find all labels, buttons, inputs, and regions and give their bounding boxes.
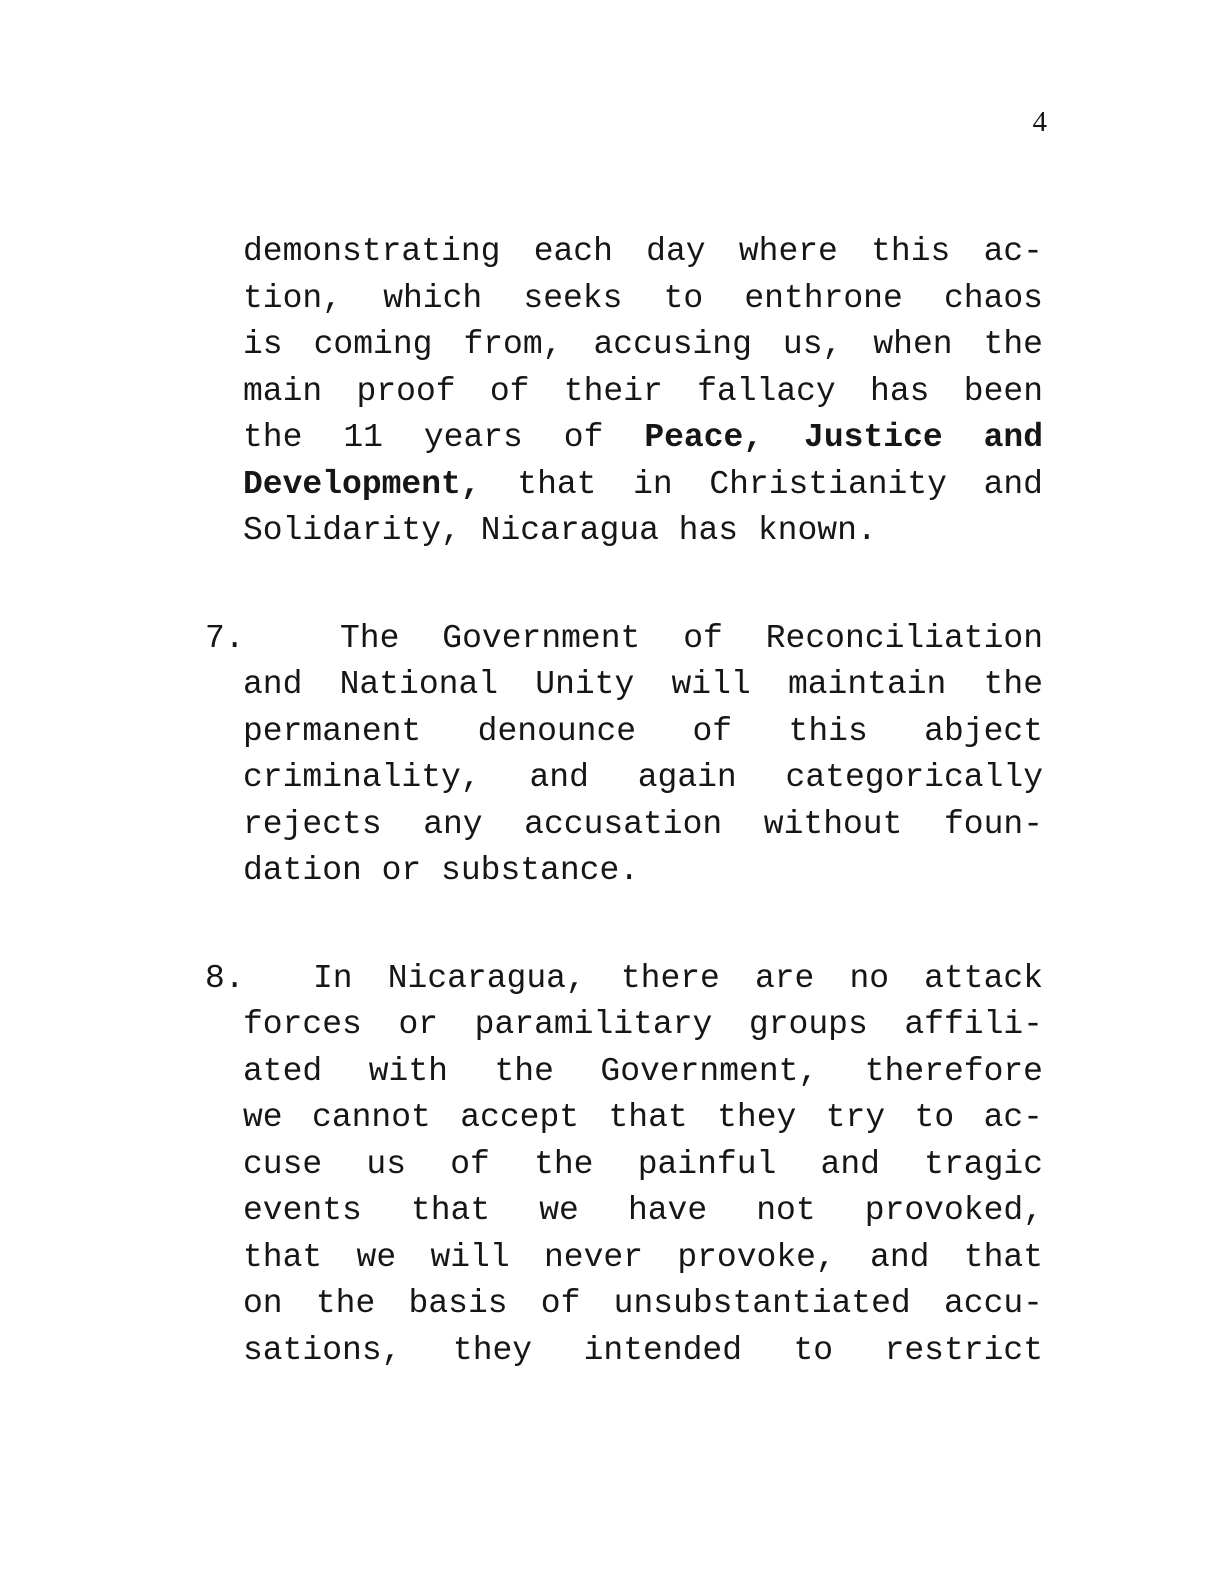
text-segment: we cannot accept that they try to ac-	[243, 1099, 1043, 1136]
text-segment: The Government of Reconciliation	[340, 619, 1043, 657]
text-line	[243, 1281, 1043, 1328]
text-segment: Peace, Justice and	[644, 419, 1043, 456]
text-line	[243, 755, 1043, 802]
text-line	[243, 709, 1043, 756]
text-segment: rejects any accusation without foun-	[243, 805, 1043, 843]
text-line	[243, 1235, 1043, 1282]
text-segment: dation or substance.	[243, 852, 640, 889]
text-segment: that in Christianity and	[480, 465, 1043, 503]
text-segment: Development,	[243, 465, 481, 503]
text-segment: Solidarity, Nicaragua has known.	[243, 512, 877, 549]
text-line	[243, 369, 1043, 416]
paragraph	[205, 956, 1043, 1375]
text-segment: the 11 years of	[243, 419, 645, 456]
text-line	[243, 848, 1043, 895]
text-line	[243, 1095, 1043, 1142]
text-segment: cuse us of the painful and tragic	[243, 1145, 1043, 1183]
text-segment: on the basis of unsubstantiated accu-	[243, 1285, 1043, 1322]
text-line	[205, 956, 1043, 1003]
text-segment: permanent denounce of this abject	[243, 712, 1043, 750]
text-line	[243, 276, 1043, 323]
paragraph-number: 7.	[205, 619, 245, 657]
text-line	[243, 1328, 1043, 1375]
text-segment: events that we have not provoked,	[243, 1192, 1043, 1229]
text-segment: is coming from, accusing us, when the	[243, 326, 1043, 363]
text-line	[243, 322, 1043, 369]
text-line	[243, 1049, 1043, 1096]
text-segment: In Nicaragua, there are no attack	[313, 959, 1043, 997]
text-line	[243, 415, 1043, 462]
text-segment: criminality, and again categorically	[243, 759, 1043, 796]
text-segment: forces or paramilitary groups affili-	[243, 1006, 1043, 1043]
text-line	[243, 802, 1043, 849]
text-line	[243, 1188, 1043, 1235]
text-segment: main proof of their fallacy has been	[243, 372, 1043, 410]
paragraph	[243, 229, 1043, 555]
text-line	[205, 616, 1043, 663]
text-segment: that we will never provoke, and that	[243, 1238, 1043, 1276]
text-line	[243, 1142, 1043, 1189]
text-line	[243, 662, 1043, 709]
paragraph	[205, 616, 1043, 895]
document-body	[205, 229, 1043, 1374]
paragraph-number: 8.	[205, 959, 245, 997]
text-line	[243, 508, 1043, 555]
text-line	[243, 229, 1043, 276]
text-segment: and National Unity will maintain the	[243, 666, 1043, 703]
text-segment: sations, they intended to restrict	[243, 1331, 1043, 1369]
text-segment: tion, which seeks to enthrone chaos	[243, 279, 1043, 317]
text-segment: demonstrating each day where this ac-	[243, 233, 1043, 270]
text-line	[243, 462, 1043, 509]
page-number: 4	[1032, 106, 1047, 138]
text-line	[243, 1002, 1043, 1049]
text-segment: ated with the Government, therefore	[243, 1052, 1043, 1090]
